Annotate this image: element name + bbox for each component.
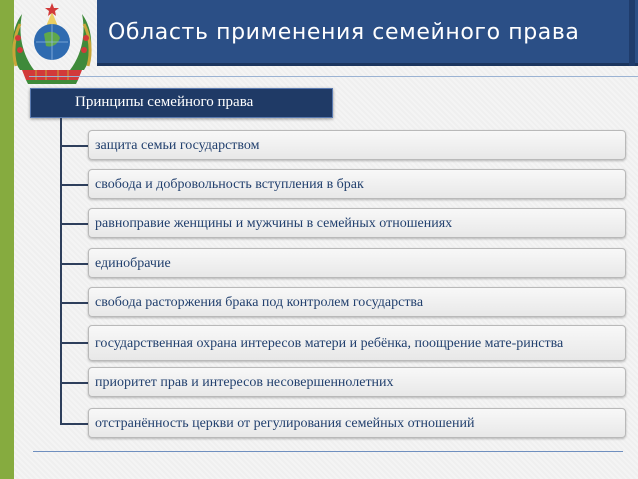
principle-item: защита семьи государством xyxy=(88,130,626,160)
tree-branch xyxy=(60,423,90,425)
tree-branch xyxy=(60,342,90,344)
tree-branch xyxy=(60,302,90,304)
principle-item: приоритет прав и интересов несовершеннолетних xyxy=(88,367,626,397)
tree-connector-vertical xyxy=(60,118,62,424)
header-right-bar xyxy=(629,0,635,66)
principle-item: отстранённость церкви от регулирования семейных отношений xyxy=(88,408,626,438)
tree-branch xyxy=(60,145,90,147)
tree-branch xyxy=(60,223,90,225)
principles-label: Принципы семейного права xyxy=(30,88,333,118)
footer-divider-line xyxy=(33,451,623,452)
principle-item: равноправие женщины и мужчины в семейных отношениях xyxy=(88,208,626,238)
principle-item: государственная охрана интересов матери и ребёнка, поощрение мате-ринства xyxy=(88,325,626,361)
principle-item: единобрачие xyxy=(88,248,626,278)
page-title: Область применения семейного права xyxy=(108,20,580,45)
tree-branch xyxy=(60,184,90,186)
tree-branch xyxy=(60,263,90,265)
principle-item: свобода и добровольность вступления в брак xyxy=(88,169,626,199)
header-divider-line xyxy=(29,76,638,77)
principle-item: свобода расторжения брака под контролем государства xyxy=(88,287,626,317)
tree-branch xyxy=(60,382,90,384)
